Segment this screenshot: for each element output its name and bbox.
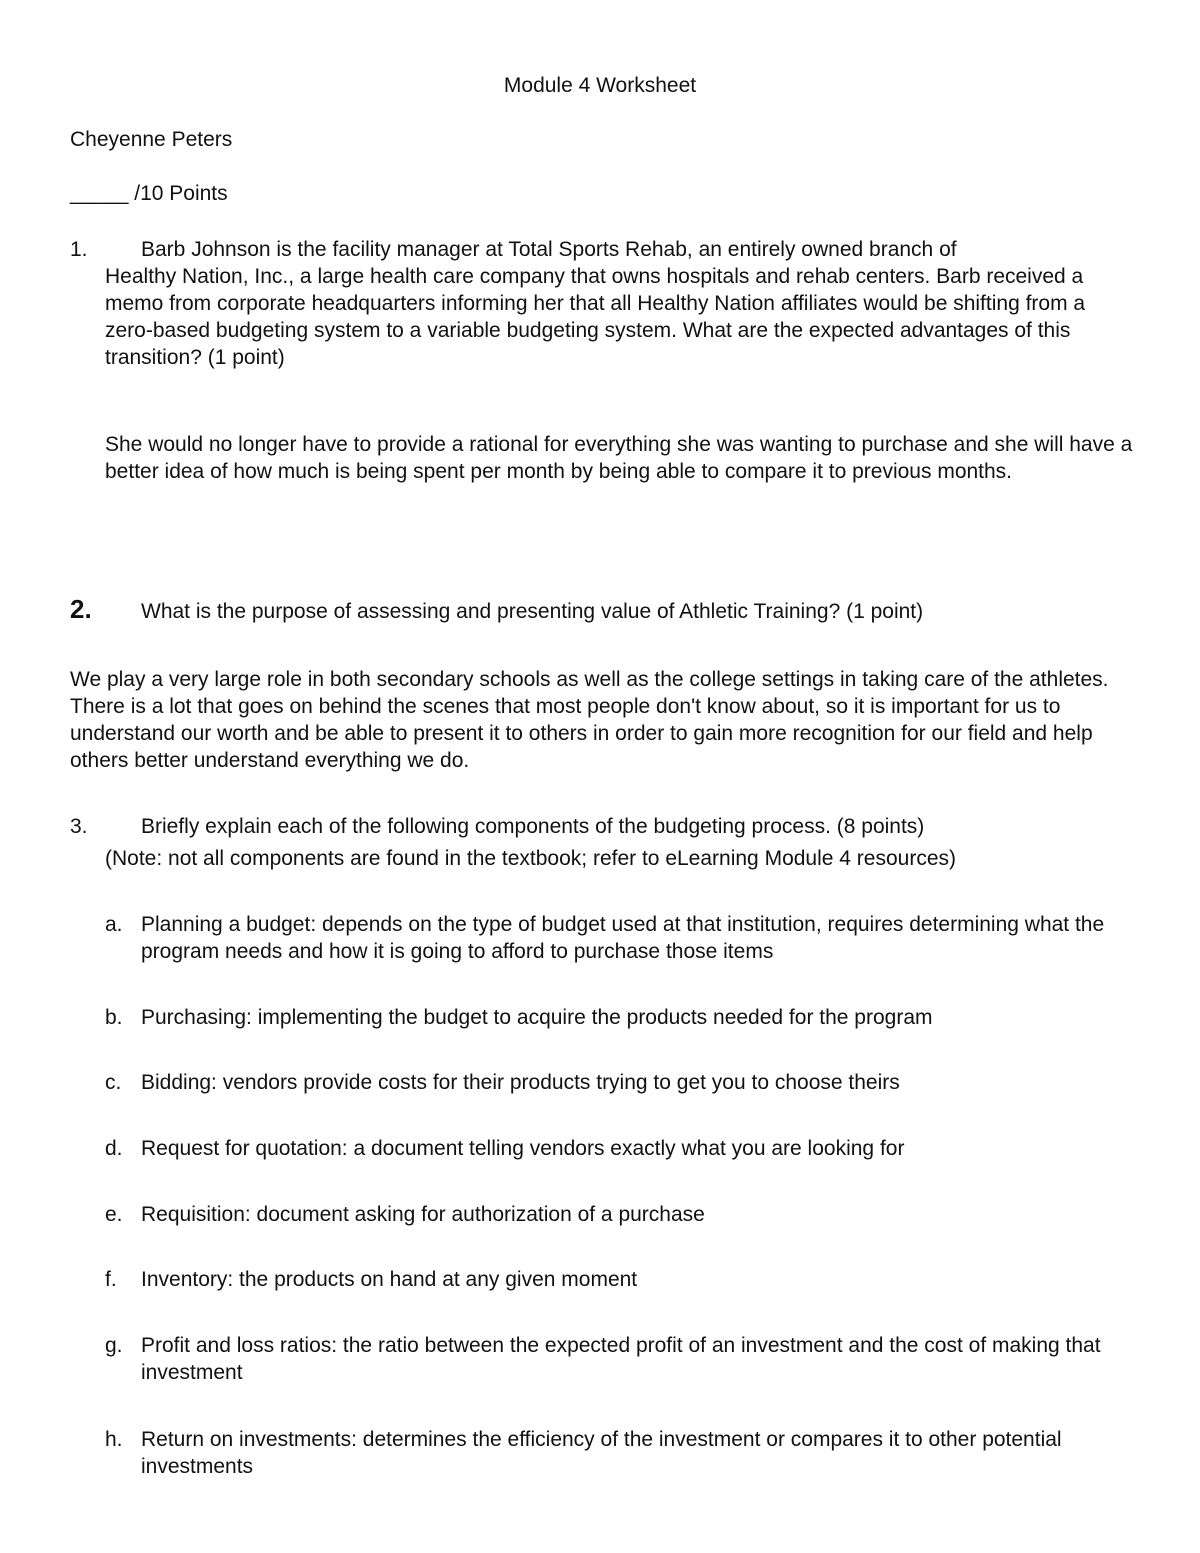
question-2-text: What is the purpose of assessing and presenting value of Athletic Training? (1 point): [141, 600, 924, 623]
question-3-number: 3.: [70, 815, 88, 838]
item-letter: g.: [105, 1334, 123, 1357]
item-requisition: Requisition: document asking for authorization of a purchase: [141, 1203, 705, 1226]
item-profit-loss-ratios: Profit and loss ratios: the ratio between the expected profit of an investment and the cost of making that investment: [141, 1334, 1101, 1384]
item-letter: d.: [105, 1137, 123, 1160]
item-letter: c.: [105, 1071, 122, 1094]
item-planning-budget: Planning a budget: depends on the type of budget used at that institution, requires determining what the program needs and how it is going to afford to purchase those items: [141, 913, 1105, 963]
question-2-answer: We play a very large role in both secondary schools as well as the college settings in taking care of the athletes. There is a lot that goes on behind the scenes that most people don't know about, so it is important for us to understand our worth and be able to present it to others in order to gain more recognition for our field and help others better understand everything we do.: [70, 668, 1109, 772]
question-3-note: (Note: not all components are found in the textbook; refer to eLearning Module 4 resources): [105, 847, 956, 870]
question-3-text: Briefly explain each of the following components of the budgeting process. (8 points): [141, 815, 925, 838]
question-1-text: Healthy Nation, Inc., a large health care company that owns hospitals and rehab centers. Barb received a memo from corporate headquarters informing her that all Healthy Nation affiliates would be shifting from a zero-based budgeting system to a variable budgeting system. What are the expected advantages of this transition? (1 point): [105, 265, 1086, 369]
item-return-on-investments: Return on investments: determines the efficiency of the investment or compares it to other potential investments: [141, 1428, 1062, 1478]
item-letter: e.: [105, 1203, 123, 1226]
item-letter: f.: [105, 1268, 117, 1291]
item-purchasing: Purchasing: implementing the budget to acquire the products needed for the program: [141, 1006, 933, 1029]
item-request-for-quotation: Request for quotation: a document telling vendors exactly what you are looking for: [141, 1137, 905, 1160]
item-letter: a.: [105, 913, 123, 936]
item-bidding: Bidding: vendors provide costs for their products trying to get you to choose theirs: [141, 1071, 900, 1094]
item-inventory: Inventory: the products on hand at any given moment: [141, 1268, 638, 1291]
question-1-answer: She would no longer have to provide a rational for everything she was wanting to purchase and she will have a better idea of how much is being spent per month by being able to compare it to previous months.: [105, 433, 1133, 483]
item-letter: b.: [105, 1006, 123, 1029]
question-1-line1: Barb Johnson is the facility manager at Total Sports Rehab, an entirely owned branch of: [141, 238, 957, 261]
question-1-number: 1.: [70, 238, 88, 261]
item-letter: h.: [105, 1428, 123, 1451]
student-name: Cheyenne Peters: [70, 128, 233, 151]
page-title: Module 4 Worksheet: [503, 74, 697, 97]
question-2-number: 2.: [70, 594, 92, 624]
points-line: _____ /10 Points: [70, 182, 228, 205]
